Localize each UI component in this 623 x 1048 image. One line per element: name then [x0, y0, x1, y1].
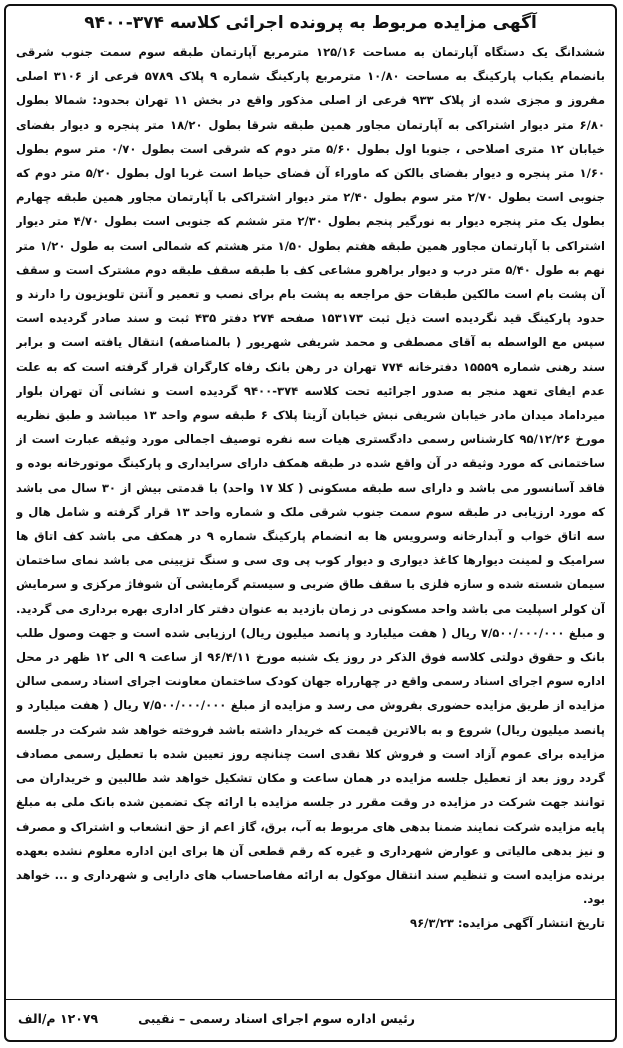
notice-title: آگهی مزایده مربوط به پرونده اجرائی کلاسه ۳۷۴-۹۴۰۰ — [84, 13, 537, 33]
publish-date: تاریخ انتشار آگهی مزایده: ۹۶/۳/۲۳ — [410, 916, 605, 931]
notice-code: ۱۲۰۷۹ م/الف — [18, 1011, 99, 1026]
notice-body — [16, 40, 605, 994]
notice-body-text: ششدانگ یک دستگاه آپارتمان به مساحت ۱۲۵/۱۶ مترمربع آپارتمان طبقه سوم سمت جنوب شرقی بانضمام یکباب پارکینگ به مساحت ۱۰/۸۰ مترمربع پارکینگ شماره ۹ پلاک ۵۷۸۹ فرعی از ۳۱۰۶ اصلی مفروز و مجزی شده از پلاک ۹۳۳ فرعی از اصلی مذکور واقع در بخش ۱۱ تهران بحدود: شمالا بطول ۶/۸۰ متر دیوار اشتراکی به آپارتمان مجاور همین طبقه شرقا بطول ۱۸/۲۰ متر پنجره و دیوار بفضای خیابان ۱۲ متری اصلاحی ، جنوبا اول بطول ۵/۶۰ متر دوم که شرقی است بطول ۰/۷۰ متر سوم بطول ۱/۶۰ متر پنجره و دیوار بفضای بالکن که ماوراء آن فضای حیاط است غربا اول بطول ۵/۲۰ متر دوم که جنوبی است بطول ۲/۷۰ متر سوم بطول ۲/۴۰ متر دیوار اشتراکی با آپارتمان مجاور همین طبقه چهارم بطول یک متر پنجره دیوار به نورگیر پنجم بطول ۲/۳۰ متر ششم که جنوبی است بطول ۴/۷۰ متر دیوار اشتراکی با آپارتمان مجاور همین طبقه هفتم بطول ۱/۵۰ متر هشتم که شمالی است به طول ۱/۲۰ متر نهم به طول ۵/۴۰ متر درب و دیوار براهرو مشاعی کف با طبقه سقف طبقه دوم مشترک است و سقف آن پشت بام است مالکین طبقات حق مراجعه به پشت بام برای نصب و تعمیر و آنتن تلویزیون را دارند و حدود پارکینگ قید نگردیده است ذیل ثبت ۱۵۳۱۷۳ صفحه ۲۷۴ دفتر ۴۳۵ ثبت و سند صادر گردیده است سپس مع الواسطه به آقای مصطفی و محمد شریفی شهریور ( بالمناصفه) انتقال یافته است و برابر سند رهنی شماره ۱۵۵۵۹ دفترخانه ۷۷۴ تهران در رهن بانک رفاه کارگران قرار گرفته است که به علت عدم ایفای تعهد منجر به صدور اجرائیه تحت کلاسه ۳۷۴-۹۴۰۰ گردیده است و نشانی آن تهران بلوار میرداماد میدان مادر خیابان شریفی نبش خیابان آزیتا پلاک ۶ طبقه سوم واحد ۱۳ میباشد و طبق نظریه مورخ ۹۵/۱۲/۲۶ کارشناس رسمی دادگستری هیات سه نفره توصیف اجمالی مورد وثیقه عبارت است از ساختمانی که مورد وثیقه در آن واقع شده در طبقه همکف دارای سرایداری و پارکینگ موتورخانه بوده و فاقد آسانسور می باشد و دارای سه طبقه مسکونی ( کلا ۱۷ واحد) با قدمتی بیش از ۳۰ سال می باشد که مورد ارزیابی در طبقه سوم سمت جنوب شرقی ملک و شماره واحد ۱۳ قرار گرفته و شامل هال و سه اتاق خواب و آبدارخانه وسرویس ها به انضمام پارکینگ شماره ۹ در همکف می باشد کف اتاق ها سرامیک و لمینت دیوارها کاغذ دیواری و دیوار کوب پی وی سی و سنگ تزیینی می باشد نمای ساختمان سیمان شسته شده و سازه فلزی با سقف طاق ضربی و سیستم گرمایشی آن شوفاژ مرکزی و سرمایش آن کولر اسپلیت می باشد واحد مسکونی در زمان بازدید به عنوان دفتر کار اداری بهره برداری می گردید. و مبلغ ۷/۵۰۰/۰۰۰/۰۰۰ ریال ( هفت میلیارد و پانصد میلیون ریال) ارزیابی شده است و جهت وصول طلب بانک و حقوق دولتی کلاسه فوق الذکر در روز یک شنبه مورخ ۹۶/۴/۱۱ از ساعت ۹ الی ۱۲ ظهر در محل اداره سوم اجرای اسناد رسمی واقع در چهارراه جهان کودک ساختمان معاونت اجرای اسناد رسمی سالن مزایده از طریق مزایده حضوری بفروش می رسد و مزایده از مبلغ ۷/۵۰۰/۰۰۰/۰۰۰ ریال ( هفت میلیارد و پانصد میلیون ریال) شروع و به بالاترین قیمت که خریدار داشته باشد فروخته خواهد شد شرکت در جلسه مزایده برای عموم آزاد است و فروش کلا نقدی است چنانچه روز تعیین شده با تعطیل رسمی مصادف گردد روز بعد از تعطیل جلسه مزایده در همان ساعت و مکان تشکیل خواهد شد طالبین و خریداران می توانند جهت شرکت در مزایده در وقت مقرر در جلسه مزایده با ارائه چک تضمین شده بانک ملی به مبلغ پایه مزایده شرکت نمایند ضمنا بدهی های مربوط به آب، برق، گاز اعم از حق انشعاب و اشتراک و مصرف و نیز بدهی مالیاتی و عوارض شهرداری و غیره که رقم قطعی آن ها برای این اداره معلوم نشده بعهده برنده مزایده است و تنظیم سند انتقال موکول به ارائه مفاصاحساب های دارایی و شهرداری و ... خواهد بود. — [16, 45, 605, 907]
notice-footer — [6, 999, 615, 1040]
signer-name: رئیس اداره سوم اجرای اسناد رسمی – نقیبی — [138, 1011, 415, 1026]
notice-sheet — [4, 4, 617, 1042]
